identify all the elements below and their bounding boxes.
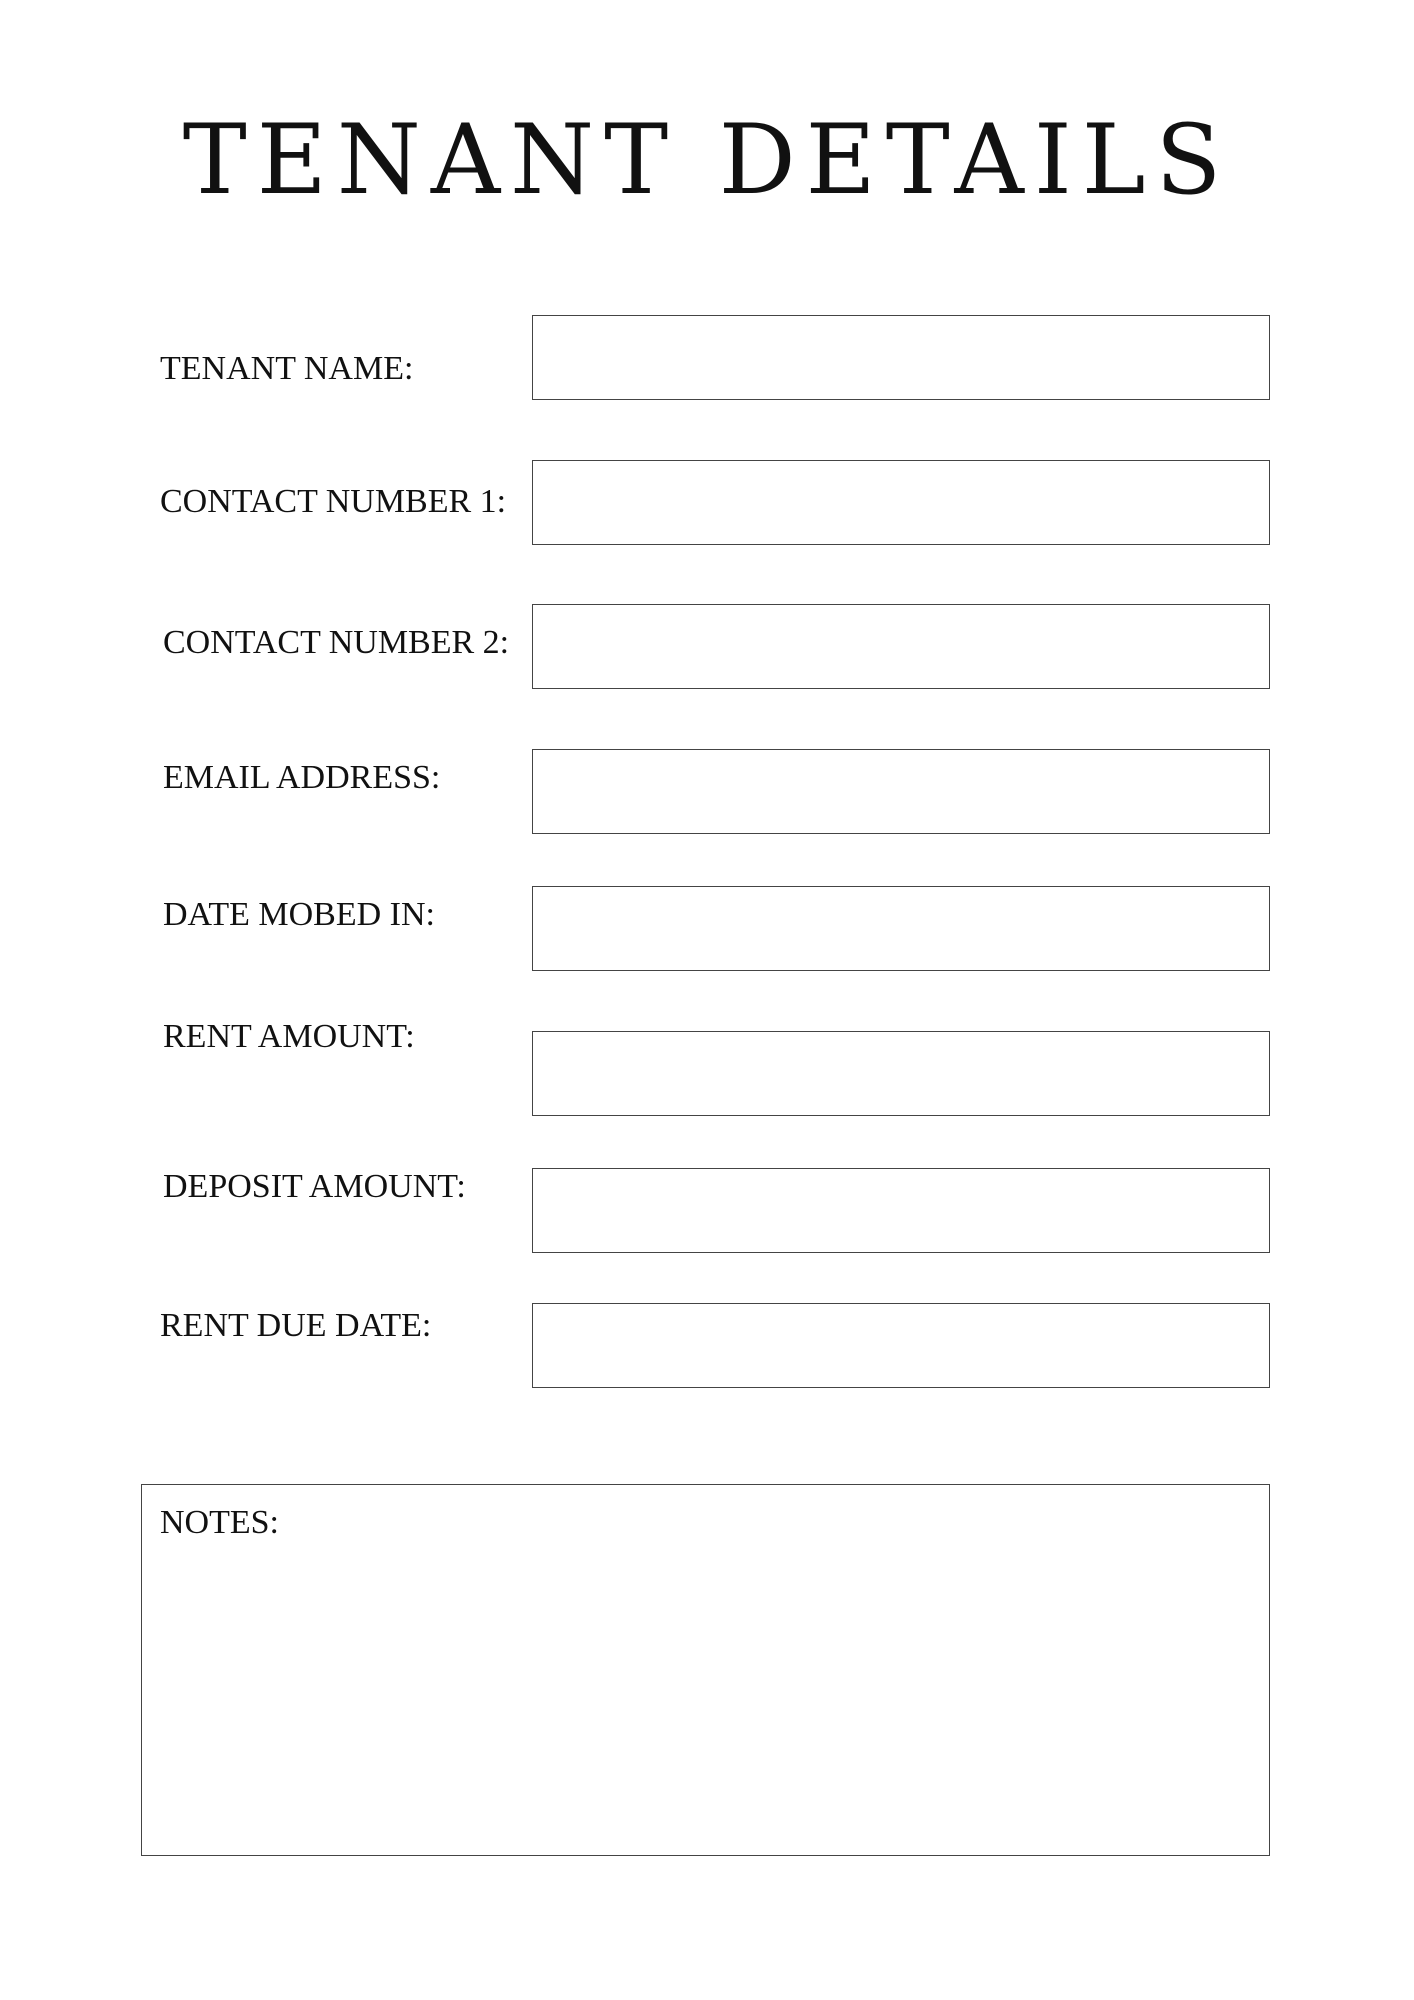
contact-number-2-label: CONTACT NUMBER 2: <box>163 624 510 661</box>
tenant-name-label: TENANT NAME: <box>160 350 414 387</box>
deposit-amount-field[interactable] <box>532 1168 1270 1253</box>
notes-area[interactable] <box>141 1484 1270 1856</box>
notes-label: NOTES: <box>160 1504 279 1541</box>
page-title: TENANT DETAILS <box>182 104 1232 216</box>
contact-number-2-field[interactable] <box>532 604 1270 689</box>
rent-amount-label: RENT AMOUNT: <box>163 1018 415 1055</box>
tenant-name-field[interactable] <box>532 315 1270 400</box>
contact-number-1-field[interactable] <box>532 460 1270 545</box>
date-moved-in-field[interactable] <box>532 886 1270 971</box>
email-address-field[interactable] <box>532 749 1270 834</box>
email-address-label: EMAIL ADDRESS: <box>163 759 441 796</box>
contact-number-1-label: CONTACT NUMBER 1: <box>160 483 507 520</box>
rent-amount-field[interactable] <box>532 1031 1270 1116</box>
deposit-amount-label: DEPOSIT AMOUNT: <box>163 1168 466 1205</box>
rent-due-date-label: RENT DUE DATE: <box>160 1307 432 1344</box>
date-moved-in-label: DATE MOBED IN: <box>163 896 435 933</box>
rent-due-date-field[interactable] <box>532 1303 1270 1388</box>
